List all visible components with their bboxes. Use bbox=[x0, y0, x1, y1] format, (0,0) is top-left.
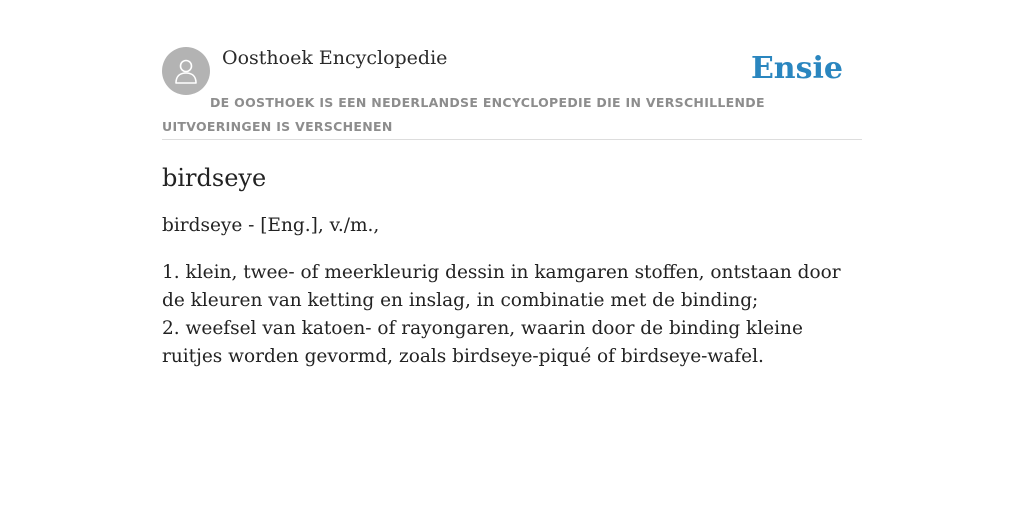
user-silhouette-icon bbox=[171, 56, 201, 86]
entry-headword-line: birdseye - [Eng.], v./m., bbox=[162, 215, 380, 236]
source-description: DE OOSTHOEK IS EEN NEDERLANDSE ENCYCLOPEDIE DIE IN VERSCHILLENDE UITVOERINGEN IS VERSCHENEN bbox=[162, 95, 765, 134]
source-avatar[interactable] bbox=[162, 47, 210, 95]
definition-item-1: 1. klein, twee- of meerkleurig dessin in kamgaren stoffen, ontstaan door de kleuren van ketting en inslag, in combinatie met de binding; bbox=[162, 262, 841, 311]
entry-content bbox=[162, 160, 842, 371]
definition-item-2: 2. weefsel van katoen- of rayongaren, waarin door de binding kleine ruitjes worden gevormd, zoals birdseye-piqué of birdseye-wafel. bbox=[162, 318, 803, 367]
entry-title: birdseye bbox=[162, 164, 267, 192]
definition-list bbox=[162, 259, 842, 371]
page-header bbox=[162, 44, 862, 140]
brand-logo[interactable]: Ensie bbox=[750, 51, 843, 86]
source-title[interactable]: Oosthoek Encyclopedie bbox=[222, 47, 448, 69]
